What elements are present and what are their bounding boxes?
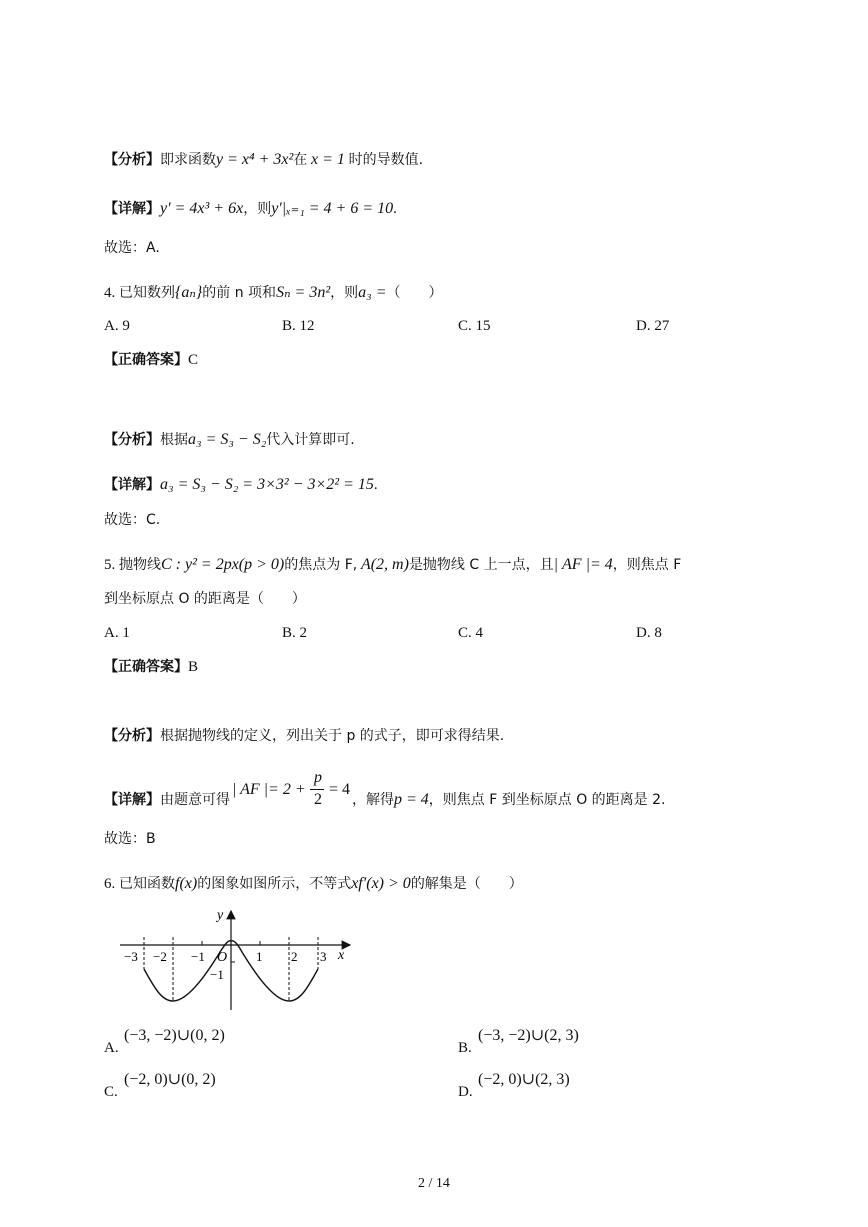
q5-stem-line1 [104,555,681,575]
stem-text: 的焦点为 F, [284,557,358,573]
stem-text: 的解集是（ ） [410,876,523,892]
stem-text: ，则焦点 F [612,557,682,573]
option-value: (−3, −2)∪(0, 2) [124,1027,225,1044]
q4-option-b: B. 12 [282,318,315,334]
q4-choice: 故选：C. [104,512,161,528]
q3-detail-line [104,199,397,219]
x-tick-label: −2 [153,949,167,964]
analysis-text: 在 [293,152,308,168]
q3-choice: 故选：A. [104,240,160,256]
q4-option-a: A. 9 [104,318,130,334]
sequence-formula: {aₙ} [175,284,203,301]
x-tick-label: 1 [256,949,263,964]
parabola-formula: C : y² = 2px(p > 0) [161,556,285,573]
q5-detail-rest [352,790,665,810]
function-formula: y = x⁴ + 3x² [216,151,294,168]
distance-formula: | AF |= 4 [553,556,613,573]
fraction-denominator: 2 [314,791,322,808]
x-tick-label: 2 [291,949,298,964]
inequality-formula: xf′(x) > 0 [351,875,411,892]
analysis-tag: 【分析】 [104,152,160,168]
q5-option-b: B. 2 [282,625,308,641]
answer-value: B [188,659,199,675]
q5-detail-line [104,790,230,810]
stem-text: 已知数列 [119,285,175,301]
derivative-formula: y′ = 4x³ + 6x [160,200,244,217]
stem-text: 已知函数 [119,876,175,892]
stem-text: 的前 n 项和 [202,285,277,301]
analysis-text: 根据 [160,432,188,448]
detail-text: ，则 [243,201,272,217]
x-tick-label: −1 [191,949,205,964]
option-letter: D. [458,1084,473,1100]
detail-tag: 【详解】 [104,792,160,808]
analysis-tag: 【分析】 [104,728,160,744]
question-number: 5. [104,557,116,573]
analysis-text: 即求函数 [160,152,216,168]
q4-analysis-line [104,430,355,450]
detail-text: ，解得 [352,792,394,808]
q3-analysis-line [104,150,423,170]
q4-answer [104,350,198,370]
target-formula: a₃ = [358,284,387,301]
option-value: (−2, 0)∪(2, 3) [478,1071,570,1088]
detail-text: 由题意可得 [160,792,230,808]
question-number: 4. [104,285,116,301]
detail-tag: 【详解】 [104,201,160,217]
page-number: 2 / 14 [418,1176,450,1191]
function-graph [110,905,360,1015]
detail-formula: a₃ = S₃ − S₂ = 3×3² − 3×2² = 15 [160,476,374,493]
stem-bracket: （ ） [386,285,443,301]
q5-option-c: C. 4 [458,625,484,641]
x-axis-label: x [338,948,345,963]
q5-stem-line2: 到坐标原点 O 的距离是（ ） [104,591,306,607]
analysis-text: 根据抛物线的定义，列出关于 p 的式子，即可求得结果. [160,728,505,744]
q5-option-a: A. 1 [104,625,130,641]
option-letter: C. [104,1084,118,1100]
answer-tag: 【正确答案】 [104,659,188,675]
q4-option-d: D. 27 [636,318,670,334]
detail-tag: 【详解】 [104,477,160,493]
question-number: 6. [104,876,116,892]
answer-value: C [188,352,199,368]
period: . [393,201,397,217]
function-formula: f(x) [175,875,198,892]
q5-answer [104,657,198,677]
q6-stem [104,874,523,894]
option-value: (−2, 0)∪(0, 2) [124,1071,216,1088]
y-axis-label: y [217,908,224,923]
analysis-text: 代入计算即可. [266,432,355,448]
q5-choice: 故选：B [104,831,156,847]
option-value: (−3, −2)∪(2, 3) [478,1027,579,1044]
x-tick-label: 3 [320,949,327,964]
y-tick-label: −1 [210,967,224,982]
formula-part: | AF |= 2 + [232,781,306,798]
option-letter: B. [458,1040,472,1056]
condition-formula: x = 1 [311,151,345,168]
option-letter: A. [104,1040,119,1056]
answer-tag: 【正确答案】 [104,352,188,368]
point-formula: A(2, m) [360,556,409,573]
analysis-tag: 【分析】 [104,432,160,448]
derivative-value-formula: y′|ₓ₌₁ = 4 + 6 = 10 [271,200,394,217]
q5-analysis-line [104,726,504,746]
x-tick-label: −3 [124,949,138,964]
p-value-formula: p = 4 [394,791,429,808]
sum-formula: Sₙ = 3n² [276,284,331,301]
q4-stem [104,283,443,303]
q4-detail-line [104,475,378,495]
analysis-text: 时的导数值. [348,152,424,168]
formula-part: = 4 [329,781,351,798]
origin-label: O [217,950,228,965]
stem-text: ，则 [330,285,359,301]
q4-option-c: C. 15 [458,318,491,334]
stem-text: 抛物线 [119,557,161,573]
fraction-numerator: p [314,769,322,786]
detail-text: ，则焦点 F 到坐标原点 O 的距离是 2. [428,792,666,808]
stem-text: 是抛物线 C 上一点，且 [408,557,554,573]
q5-option-d: D. 8 [636,625,662,641]
period: . [373,477,378,493]
stem-text: 的图象如图所示，不等式 [197,876,352,892]
analysis-formula: a₃ = S₃ − S₂ [188,431,267,448]
